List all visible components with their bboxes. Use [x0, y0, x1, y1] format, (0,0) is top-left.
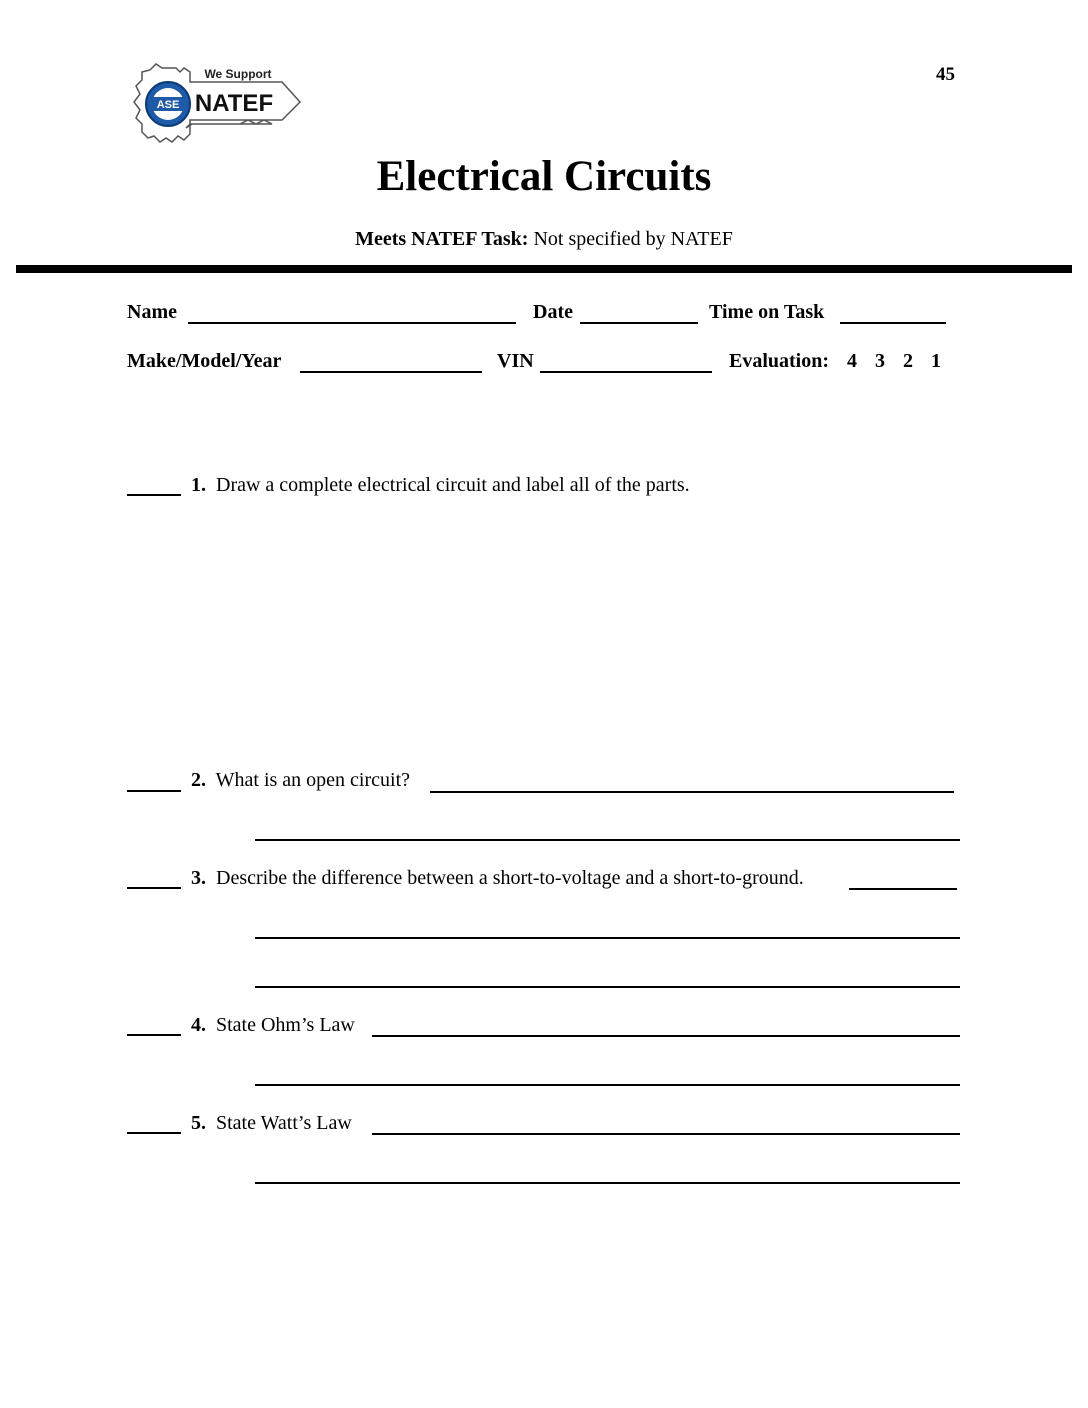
question-5	[191, 1112, 352, 1135]
page-title: Electrical Circuits	[376, 153, 712, 200]
answer-line-q3-1[interactable]	[849, 888, 957, 890]
evaluation-score-2[interactable]: 2	[903, 350, 914, 372]
question-3-text: Describe the difference between a short-to-voltage and a short-to-ground.	[216, 867, 804, 889]
question-4-number: 4.	[191, 1014, 206, 1036]
evaluation-label: Evaluation:	[729, 350, 830, 372]
answer-line-q3-2[interactable]	[255, 937, 960, 939]
score-blank-q1[interactable]	[127, 494, 181, 496]
answer-line-q4-2[interactable]	[255, 1084, 960, 1086]
answer-line-q3-3[interactable]	[255, 986, 960, 988]
time-on-task-field[interactable]	[840, 322, 946, 324]
answer-line-q5-2[interactable]	[255, 1182, 960, 1184]
question-4	[191, 1014, 355, 1037]
evaluation-score-4[interactable]: 4	[847, 350, 858, 372]
vehicle-label: Make/Model/Year	[127, 350, 282, 372]
time-on-task-label: Time on Task	[709, 301, 825, 323]
ase-badge-text: ASE	[156, 99, 180, 111]
header-divider	[16, 265, 1072, 273]
question-3	[191, 867, 804, 890]
natef-key-logo-icon	[130, 62, 308, 148]
evaluation-score-3[interactable]: 3	[875, 350, 886, 372]
date-field[interactable]	[580, 322, 698, 324]
question-1-number: 1.	[191, 474, 206, 496]
page-number: 45	[936, 64, 955, 85]
task-line	[0, 228, 1088, 251]
natef-logo	[130, 62, 308, 148]
question-3-number: 3.	[191, 867, 206, 889]
question-5-number: 5.	[191, 1112, 206, 1134]
vin-field[interactable]	[540, 371, 712, 373]
vin-label: VIN	[497, 350, 534, 372]
task-label: Meets NATEF Task:	[355, 228, 529, 250]
answer-line-q2-2[interactable]	[255, 839, 960, 841]
question-5-text: State Watt’s Law	[216, 1112, 352, 1134]
question-1-text: Draw a complete electrical circuit and label all of the parts.	[216, 474, 690, 496]
score-blank-q2[interactable]	[127, 790, 181, 792]
question-4-text: State Ohm’s Law	[216, 1014, 355, 1036]
evaluation-row	[729, 350, 941, 373]
score-blank-q5[interactable]	[127, 1132, 181, 1134]
date-label: Date	[533, 301, 573, 323]
logo-brand: NATEF	[194, 90, 274, 117]
evaluation-score-1[interactable]: 1	[931, 350, 942, 372]
name-field[interactable]	[188, 322, 516, 324]
score-blank-q3[interactable]	[127, 887, 181, 889]
answer-line-q2-1[interactable]	[430, 791, 954, 793]
name-label: Name	[127, 301, 177, 323]
question-1	[191, 474, 690, 497]
vehicle-field[interactable]	[300, 371, 482, 373]
answer-line-q5-1[interactable]	[372, 1133, 960, 1135]
score-blank-q4[interactable]	[127, 1034, 181, 1036]
logo-tagline: We Support	[204, 67, 272, 81]
task-value: Not specified by NATEF	[533, 228, 733, 250]
question-2-text: What is an open circuit?	[215, 769, 411, 791]
answer-line-q4-1[interactable]	[372, 1035, 960, 1037]
question-2-number: 2.	[191, 769, 206, 791]
question-2	[191, 769, 410, 792]
